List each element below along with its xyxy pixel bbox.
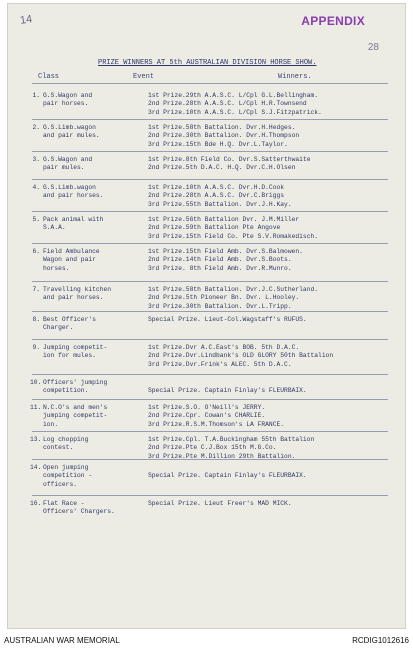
class-line: and pair mules. xyxy=(43,132,100,140)
entry-class xyxy=(43,124,100,141)
prize-line: 3rd Prize.15th Field Co. Pte S.V.Romakedisch. xyxy=(148,232,319,240)
class-line: Field Ambulance xyxy=(43,248,100,255)
entry-number: 2. xyxy=(32,124,40,131)
prize-line: 1st Prize.15th Field Amb. Dvr.S.Balmowen. xyxy=(148,248,303,255)
prize-line: 1st Prize.Dvr A.C.East's BOB. 5th D.A.C. xyxy=(148,344,300,351)
entry-number: 3. xyxy=(32,156,40,163)
entry-class xyxy=(43,286,111,303)
entry-prizes xyxy=(148,92,322,117)
class-line: contest. xyxy=(43,444,74,452)
entry-class xyxy=(43,92,92,109)
prize-line: 1st Prize.56th Battalion Dvr. J.M.Miller xyxy=(148,216,300,223)
footer-source: AUSTRALIAN WAR MEMORIAL xyxy=(4,636,120,645)
entry-class xyxy=(43,500,115,517)
header-event: Event xyxy=(133,73,155,81)
prize-line: 2nd Prize.5th D.A.C. H.Q. Dvr.C.H.Olsen xyxy=(148,164,296,172)
class-line: Best Officer's xyxy=(43,316,96,323)
class-line: Travelling kitchen xyxy=(43,286,112,293)
entry-prizes xyxy=(148,216,318,241)
class-line: Flat Race - xyxy=(43,500,85,507)
class-line: horses. xyxy=(43,264,70,272)
class-line: Open jumping xyxy=(43,464,89,471)
prize-line: 1st Prize.S.O. O'Neill's JERRY. xyxy=(148,404,266,411)
entry-number: 14. xyxy=(30,464,42,471)
entry-number: 13. xyxy=(30,436,42,443)
entry-prizes xyxy=(148,124,299,149)
prize-line: 3rd Prize.10th A.A.S.C. L/Cpl S.J.Fitzpatrick. xyxy=(148,108,322,116)
prize-line: 2nd Prize.28th A.A.S.C. L/Cpl H.R.Townsend xyxy=(148,100,307,108)
prize-line: 2nd Prize.30th Battalion. Dvr.H.Thompson xyxy=(148,132,300,140)
class-line: G.S.Limb.wagon xyxy=(43,124,96,131)
page-number: 28 xyxy=(367,42,379,53)
class-line: competition - xyxy=(43,472,93,480)
entry-prizes xyxy=(148,379,307,396)
entry-number: 16. xyxy=(30,500,42,507)
entry-class xyxy=(43,379,107,396)
prize-line: 3rd Prize.Dvr.Frink's ALEC. 5th D.A.C. xyxy=(148,360,292,368)
prize-line: 1st Prize.10th A.A.S.C. Dvr.H.D.Cook xyxy=(148,184,285,191)
entry-divider xyxy=(32,495,388,496)
entry-divider xyxy=(32,431,388,432)
entry-divider xyxy=(32,399,388,400)
entry-prizes xyxy=(148,344,333,369)
entry-prizes xyxy=(148,436,314,461)
class-line: S.A.A. xyxy=(43,224,66,232)
class-line: G.S.Limb.wagon xyxy=(43,184,96,191)
class-line: ion for mules. xyxy=(43,352,96,360)
document-title: PRIZE WINNERS AT 5th AUSTRALIAN DIVISION HORSE SHOW. xyxy=(98,59,317,67)
entry-class xyxy=(43,404,107,429)
entry-prizes xyxy=(148,248,303,273)
appendix-label: APPENDIX xyxy=(301,14,365,28)
header-rule xyxy=(32,83,388,84)
prize-line: 2nd Prize.Dvr.Lindbank's OLD GLORY 50th Battalion xyxy=(148,352,334,360)
class-line: and pair horses. xyxy=(43,192,104,200)
prize-line: 2nd Prize.28th A.A.S.C. Dvr.C.Briggs xyxy=(148,192,285,200)
class-line: jumping competit- xyxy=(43,412,108,420)
entry-divider xyxy=(32,374,388,375)
entry-number: 5. xyxy=(32,216,40,223)
entry-divider xyxy=(32,119,388,120)
entry-divider xyxy=(32,243,388,244)
entry-divider xyxy=(32,339,388,340)
prize-line: Special Prize. Lieut-Col.Wagstaff's RUFUS. xyxy=(148,316,307,323)
entry-class xyxy=(43,316,96,333)
entry-divider xyxy=(32,281,388,282)
class-line: pair horses. xyxy=(43,100,89,108)
entry-number: 9. xyxy=(32,344,40,351)
entry-class xyxy=(43,216,103,233)
entry-divider xyxy=(32,211,388,212)
class-line: officers. xyxy=(43,480,78,488)
entry-number: 6. xyxy=(32,248,40,255)
entry-number: 4. xyxy=(32,184,40,191)
prize-line: 2nd Prize.14th Field Amb. Dvr.S.Boots. xyxy=(148,256,292,264)
prize-line: 3rd Prize.Pte M.Dillion 29th Battalion. xyxy=(148,452,296,460)
header-class: Class xyxy=(38,73,60,81)
entry-prizes xyxy=(148,316,307,324)
prize-line: 2nd Prize.5th Pioneer Bn. Dvr. L.Hooley. xyxy=(148,294,300,302)
class-line: Pack animal with xyxy=(43,216,104,223)
entry-class xyxy=(43,344,107,361)
header-winners: Winners. xyxy=(278,73,312,81)
prize-line xyxy=(148,464,307,472)
prize-line: Special Prize. Captain Finlay's FLEURBAIX. xyxy=(148,387,307,395)
prize-line xyxy=(148,379,307,387)
class-line: N.C.O's and men's xyxy=(43,404,108,411)
prize-line: 3rd Prize. 8th Field Amb. Dvr.R.Munro. xyxy=(148,264,292,272)
footer-catalog-id: RCDIG1012616 xyxy=(352,636,409,645)
entry-prizes xyxy=(148,286,318,311)
prize-line: 2nd Prize.59th Battalion Pte Angove xyxy=(148,224,281,232)
prize-line: 2nd Prize.Cpr. Cowan's CHARLIE. xyxy=(148,412,266,420)
entry-number: 8. xyxy=(32,316,40,323)
class-line: and pair horses. xyxy=(43,294,104,302)
prize-line: 3rd Prize.R.S.M.Thomson's LA FRANCE. xyxy=(148,420,285,428)
class-line: ion. xyxy=(43,420,59,428)
entry-divider xyxy=(32,311,388,312)
class-line: Log chopping xyxy=(43,436,89,443)
prize-line: 1st Prize.58th Battalion. Dvr.H.Hedges. xyxy=(148,124,296,131)
prize-line: 3rd Prize.55th Battalion. Dvr.J.H.Kay. xyxy=(148,200,292,208)
entry-prizes xyxy=(148,500,292,508)
entry-prizes xyxy=(148,184,292,209)
prize-line: 3rd Prize.15th Bde H.Q. Dvr.L.Taylor. xyxy=(148,140,288,148)
entry-divider xyxy=(32,459,388,460)
entry-divider xyxy=(32,151,388,152)
class-line: G.S.Wagon and xyxy=(43,156,93,163)
prize-line: 1st Prize.Cpl. T.A.Buckingham 55th Battalion xyxy=(148,436,315,443)
entry-divider xyxy=(32,179,388,180)
entry-number: 1. xyxy=(32,92,40,99)
entry-prizes xyxy=(148,464,307,481)
page-stamp-left: 14 xyxy=(19,13,34,27)
entry-number: 11. xyxy=(30,404,42,411)
prize-line: Special Prize. Lieut Freer's MAD MICK. xyxy=(148,500,292,507)
class-line: G.S.Wagon and xyxy=(43,92,93,99)
class-line: Officers' Chargers. xyxy=(43,508,115,516)
entry-number: 10. xyxy=(30,379,42,386)
entry-class xyxy=(43,184,103,201)
class-line: pair mules. xyxy=(43,164,85,172)
entry-prizes xyxy=(148,404,284,429)
entry-class xyxy=(43,248,100,273)
class-line: Jumping competit- xyxy=(43,344,108,351)
prize-line: Special Prize. Captain Finlay's FLEURBAIX. xyxy=(148,472,307,480)
class-line: competition. xyxy=(43,387,89,395)
document-page xyxy=(7,3,406,629)
entry-class xyxy=(43,156,92,173)
class-line: Wagon and pair xyxy=(43,256,96,264)
class-line: Charger. xyxy=(43,324,74,332)
prize-line: 2nd Prize.Pte C.J.Box 15th M.G.Co. xyxy=(148,444,277,452)
prize-line: 1st Prize.29th A.A.S.C. L/Cpl G.L.Bellingham. xyxy=(148,92,319,99)
entry-class xyxy=(43,464,92,489)
prize-line: 1st Prize.58th Battalion. Dvr.J.C.Sutherland. xyxy=(148,286,319,293)
prize-line: 1st Prize.8th Field Co. Dvr.S.Satterthwaite xyxy=(148,156,311,163)
entry-class xyxy=(43,436,88,453)
class-line: Officers' jumping xyxy=(43,379,108,386)
entry-number: 7. xyxy=(32,286,40,293)
entry-prizes xyxy=(148,156,311,173)
prize-line: 3rd Prize.30th Battalion. Dvr.L.Tripp. xyxy=(148,302,292,310)
